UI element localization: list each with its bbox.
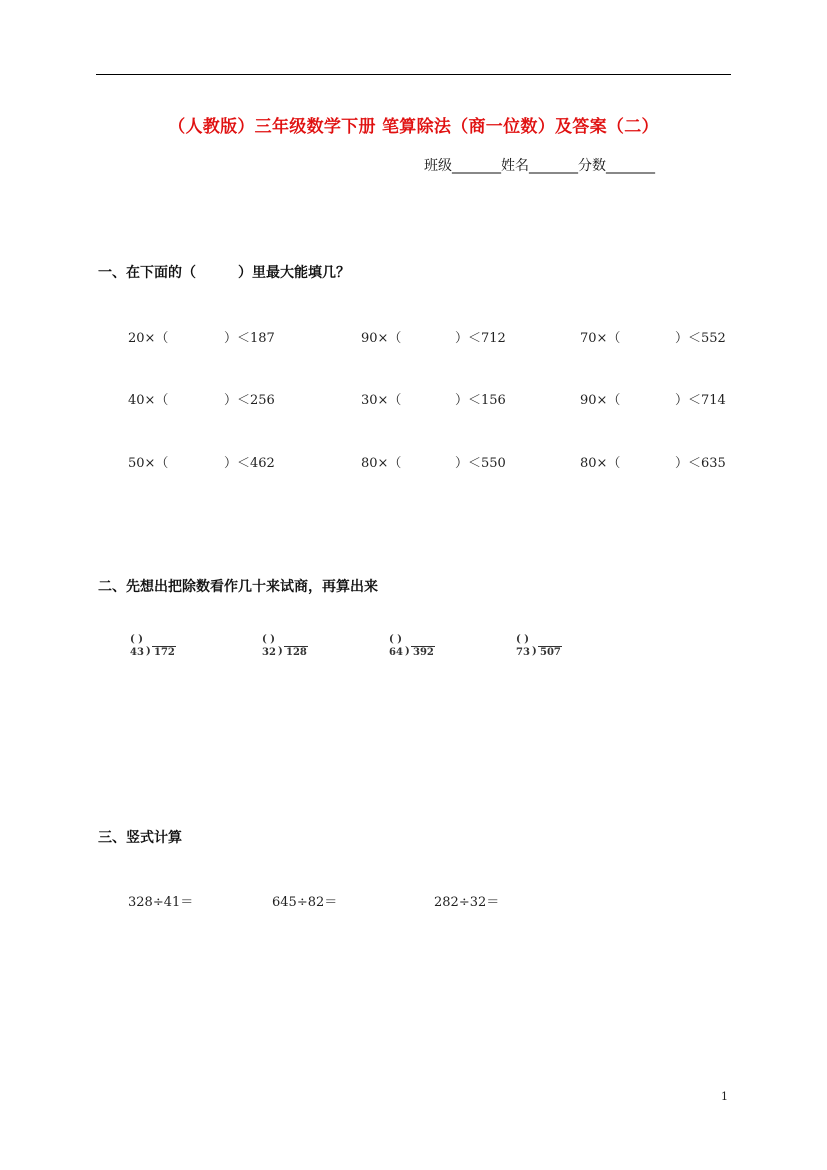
inequality-item	[580, 389, 620, 408]
division-bracket-icon: )	[405, 646, 410, 657]
quotient-blank: ( )	[389, 634, 402, 645]
inequality-item	[128, 389, 168, 408]
divisor: 73	[516, 647, 530, 658]
inequality-right: ）＜256	[224, 393, 275, 408]
inequality-item	[128, 327, 168, 346]
inequality-left: 90×（	[580, 393, 621, 408]
inequality-left: 80×（	[361, 456, 402, 471]
inequality-item	[361, 327, 401, 346]
page-title: （人教版）三年级数学下册 笔算除法（商一位数）及答案（二）	[168, 117, 659, 137]
section3-heading: 三、竖式计算	[98, 830, 182, 846]
inequality-left: 50×（	[128, 456, 169, 471]
inequality-left: 80×（	[580, 456, 621, 471]
divisor: 32	[262, 647, 276, 658]
inequality-right: ）＜712	[455, 331, 506, 346]
score-field: 分数_______	[578, 158, 655, 174]
quotient-blank: ( )	[516, 634, 529, 645]
long-division-problem	[389, 634, 449, 664]
class-field: 班级_______	[424, 158, 501, 174]
long-division-problem	[262, 634, 322, 664]
division-bracket-icon: )	[532, 646, 537, 657]
inequality-left: 70×（	[580, 331, 621, 346]
divisor: 64	[389, 647, 403, 658]
division-bracket-icon: )	[146, 646, 151, 657]
inequality-left: 30×（	[361, 393, 402, 408]
section2-heading: 二、先想出把除数看作几十来试商，再算出来	[98, 579, 378, 595]
long-division-problem	[130, 634, 190, 664]
dividend: 128	[286, 647, 307, 658]
vertical-calc-problem: 328÷41＝	[128, 895, 194, 910]
long-division-problem	[516, 634, 576, 664]
quotient-blank: ( )	[262, 634, 275, 645]
inequality-right: ）＜550	[455, 456, 506, 471]
dividend: 392	[413, 647, 434, 658]
page-number: 1	[721, 1090, 728, 1103]
divisor: 43	[130, 647, 144, 658]
student-info-line	[424, 155, 655, 175]
inequality-item	[361, 389, 401, 408]
dividend: 507	[540, 647, 561, 658]
inequality-right: ）＜714	[675, 393, 726, 408]
inequality-left: 90×（	[361, 331, 402, 346]
dividend: 172	[154, 647, 175, 658]
section1-heading: 一、在下面的（ ）里最大能填几？	[98, 265, 350, 281]
inequality-item	[580, 452, 620, 471]
name-field: 姓名_______	[501, 158, 578, 174]
inequality-item	[580, 327, 620, 346]
inequality-left: 40×（	[128, 393, 169, 408]
inequality-right: ）＜187	[224, 331, 275, 346]
header-rule	[96, 74, 731, 75]
vertical-calc-problem: 645÷82＝	[272, 895, 338, 910]
inequality-item	[361, 452, 401, 471]
quotient-blank: ( )	[130, 634, 143, 645]
inequality-left: 20×（	[128, 331, 169, 346]
inequality-right: ）＜552	[675, 331, 726, 346]
division-bracket-icon: )	[278, 646, 283, 657]
inequality-right: ）＜635	[675, 456, 726, 471]
inequality-right: ）＜462	[224, 456, 275, 471]
vertical-calc-problem: 282÷32＝	[434, 895, 500, 910]
inequality-item	[128, 452, 168, 471]
inequality-right: ）＜156	[455, 393, 506, 408]
